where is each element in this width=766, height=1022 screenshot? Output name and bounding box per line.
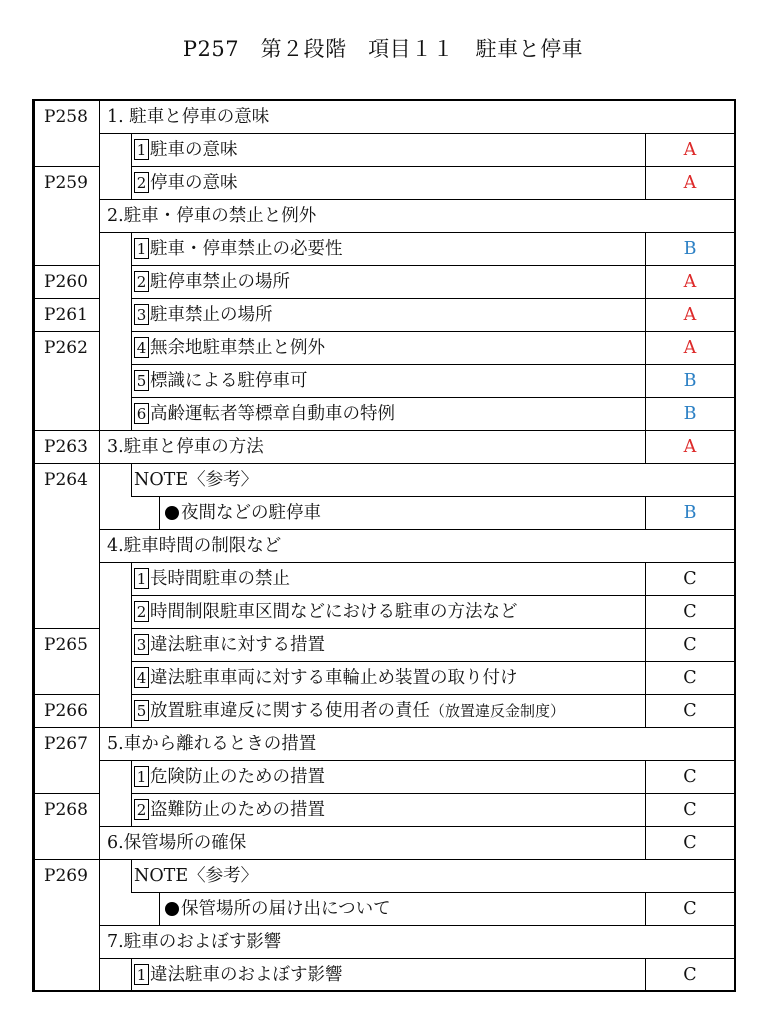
page-column-rule	[35, 859, 99, 860]
grade-cell: C	[645, 563, 734, 595]
page-number: P264	[44, 470, 88, 490]
indent-border	[131, 563, 132, 596]
outline-row	[99, 299, 734, 332]
row-label	[134, 233, 642, 265]
page-column-rule	[35, 166, 99, 167]
indent-border	[131, 167, 132, 200]
page-column-rule	[35, 463, 99, 464]
row-text: 駐車の意味	[150, 140, 238, 160]
outline-row	[99, 596, 734, 629]
row-label	[165, 497, 642, 529]
item-number-box: 4	[134, 337, 149, 358]
outline-row	[99, 662, 734, 695]
grade-cell: C	[645, 959, 734, 991]
row-text: 4.駐車時間の制限など	[107, 536, 282, 556]
indent-border	[131, 299, 132, 332]
row-label	[134, 959, 642, 991]
row-label	[134, 761, 642, 793]
page-title: P257 第２段階 項目１１ 駐車と停車	[182, 37, 584, 61]
row-label	[134, 332, 642, 364]
item-number-box: 1	[134, 766, 149, 787]
outline-row	[99, 926, 734, 959]
row-label	[134, 860, 642, 892]
grade-cell: C	[645, 695, 734, 727]
indent-border	[131, 959, 132, 992]
grade-cell: B	[645, 365, 734, 397]
page-number: P265	[44, 635, 88, 655]
row-text: 長時間駐車の禁止	[150, 569, 290, 589]
row-label	[107, 728, 642, 760]
outline-row	[99, 794, 734, 827]
row-text: 3.駐車と停車の方法	[107, 437, 264, 457]
row-text: 5.車から離れるときの措置	[107, 734, 317, 754]
page-number: P261	[44, 305, 88, 325]
indent-border	[131, 134, 132, 167]
indent-border	[131, 365, 132, 398]
row-text: 標識による駐停車可	[150, 371, 308, 391]
indent-border	[131, 629, 132, 662]
item-number-box: 1	[134, 964, 149, 985]
page-column-rule	[35, 694, 99, 695]
page-column-rule	[35, 727, 99, 728]
outline-row	[99, 695, 734, 728]
outline-row	[99, 959, 734, 992]
row-text: 駐停車禁止の場所	[150, 272, 290, 292]
row-label	[107, 926, 642, 958]
outline-table	[32, 99, 736, 992]
row-text: 駐車・停車禁止の必要性	[150, 239, 343, 259]
outline-row	[99, 629, 734, 662]
row-label	[134, 134, 642, 166]
row-text: 夜間などの駐停車	[181, 503, 321, 523]
grade-cell: A	[645, 134, 734, 166]
indent-border	[131, 266, 132, 299]
row-text: 無余地駐車禁止と例外	[150, 338, 325, 358]
row-text: 7.駐車のおよぼす影響	[107, 932, 282, 952]
outline-row	[99, 233, 734, 266]
indent-border	[131, 761, 132, 794]
grade-cell: A	[645, 431, 734, 463]
outline-row	[99, 101, 734, 134]
row-label	[107, 101, 642, 133]
item-number-box: 2	[134, 799, 149, 820]
row-text: NOTE〈参考〉	[134, 470, 259, 490]
row-label	[134, 794, 642, 826]
row-text: 保管場所の届け出について	[181, 899, 391, 919]
row-label	[134, 398, 642, 430]
row-label	[107, 827, 642, 859]
row-label	[107, 200, 642, 232]
row-text: 違法駐車のおよぼす影響	[150, 965, 343, 985]
row-text: 違法駐車に対する措置	[150, 635, 325, 655]
grade-cell: A	[645, 266, 734, 298]
row-label	[134, 266, 642, 298]
row-text: 駐車禁止の場所	[150, 305, 273, 325]
indent-border	[131, 794, 132, 827]
bullet-icon	[165, 506, 179, 520]
grade-cell: A	[645, 332, 734, 364]
item-number-box: 2	[134, 271, 149, 292]
row-label	[107, 530, 642, 562]
page-number: P259	[44, 173, 88, 193]
item-number-box: 3	[134, 634, 149, 655]
page-column-rule	[35, 298, 99, 299]
row-note: （放置違反金制度）	[430, 702, 566, 720]
page-number: P268	[44, 800, 88, 820]
page-column-rule	[35, 331, 99, 332]
item-number-box: 1	[134, 238, 149, 259]
item-number-box: 2	[134, 172, 149, 193]
row-text: 1. 駐車と停車の意味	[107, 107, 270, 127]
outline-row	[99, 497, 734, 530]
row-label	[134, 596, 642, 628]
page-number: P262	[44, 338, 88, 358]
item-number-box: 5	[134, 370, 149, 391]
item-number-box: 4	[134, 667, 149, 688]
indent-border	[131, 662, 132, 695]
outline-row	[99, 266, 734, 299]
indent-border	[131, 596, 132, 629]
indent-border	[131, 464, 132, 497]
row-label	[165, 893, 642, 925]
indent-border	[131, 860, 132, 893]
item-number-box: 5	[134, 700, 149, 721]
outline-row	[99, 167, 734, 200]
row-text: 盗難防止のための措置	[150, 800, 325, 820]
outline-row	[99, 728, 734, 761]
item-number-box: 1	[134, 139, 149, 160]
indent-border	[131, 398, 132, 431]
indent-border	[131, 233, 132, 266]
grade-cell: C	[645, 662, 734, 694]
page-number: P269	[44, 866, 88, 886]
outline-row	[99, 464, 734, 497]
page-number: P258	[44, 107, 88, 127]
item-number-box: 6	[134, 403, 149, 424]
item-number-box: 3	[134, 304, 149, 325]
row-text: 放置駐車違反に関する使用者の責任	[150, 701, 430, 721]
row-label	[134, 299, 642, 331]
outline-row	[99, 563, 734, 596]
outline-row	[99, 530, 734, 563]
row-label	[134, 629, 642, 661]
row-label	[134, 662, 642, 694]
grade-cell: B	[645, 398, 734, 430]
page-column-rule	[35, 628, 99, 629]
grade-cell: C	[645, 794, 734, 826]
row-label	[134, 464, 642, 496]
page-number: P266	[44, 701, 88, 721]
grade-cell: A	[645, 299, 734, 331]
page-number: P260	[44, 272, 88, 292]
outline-row	[99, 332, 734, 365]
grade-cell: B	[645, 233, 734, 265]
row-text: 6.保管場所の確保	[107, 833, 247, 853]
row-label	[134, 563, 642, 595]
row-text: 違法駐車車両に対する車輪止め装置の取り付け	[150, 668, 518, 688]
row-label	[134, 695, 642, 727]
page-column-rule	[35, 265, 99, 266]
grade-cell: C	[645, 596, 734, 628]
outline-row	[99, 134, 734, 167]
outline-row	[99, 200, 734, 233]
outline-row	[99, 431, 734, 464]
row-text: 停車の意味	[150, 173, 238, 193]
grade-cell: C	[645, 761, 734, 793]
page-column-rule	[35, 430, 99, 431]
row-text: 2.駐車・停車の禁止と例外	[107, 206, 317, 226]
page-column-rule	[35, 793, 99, 794]
row-label	[134, 167, 642, 199]
indent-border	[131, 332, 132, 365]
row-text: 時間制限駐車区間などにおける駐車の方法など	[150, 602, 518, 622]
page-number: P267	[44, 734, 88, 754]
row-label	[107, 431, 642, 463]
grade-cell: B	[645, 497, 734, 529]
outline-row	[99, 365, 734, 398]
page-number: P263	[44, 437, 88, 457]
outline-row	[99, 398, 734, 431]
bullet-icon	[165, 902, 179, 916]
grade-cell: A	[645, 167, 734, 199]
grade-cell: C	[645, 629, 734, 661]
row-label	[134, 365, 642, 397]
indent-border	[159, 893, 160, 926]
item-number-box: 2	[134, 601, 149, 622]
grade-cell: C	[645, 827, 734, 859]
item-number-box: 1	[134, 568, 149, 589]
outline-row	[99, 827, 734, 860]
row-text: 危険防止のための措置	[150, 767, 325, 787]
outline-row	[99, 860, 734, 893]
row-text: NOTE〈参考〉	[134, 866, 259, 886]
indent-border	[131, 695, 132, 728]
outline-row	[99, 893, 734, 926]
row-text: 高齢運転者等標章自動車の特例	[150, 404, 395, 424]
grade-cell: C	[645, 893, 734, 925]
indent-border	[159, 497, 160, 530]
outline-row	[99, 761, 734, 794]
